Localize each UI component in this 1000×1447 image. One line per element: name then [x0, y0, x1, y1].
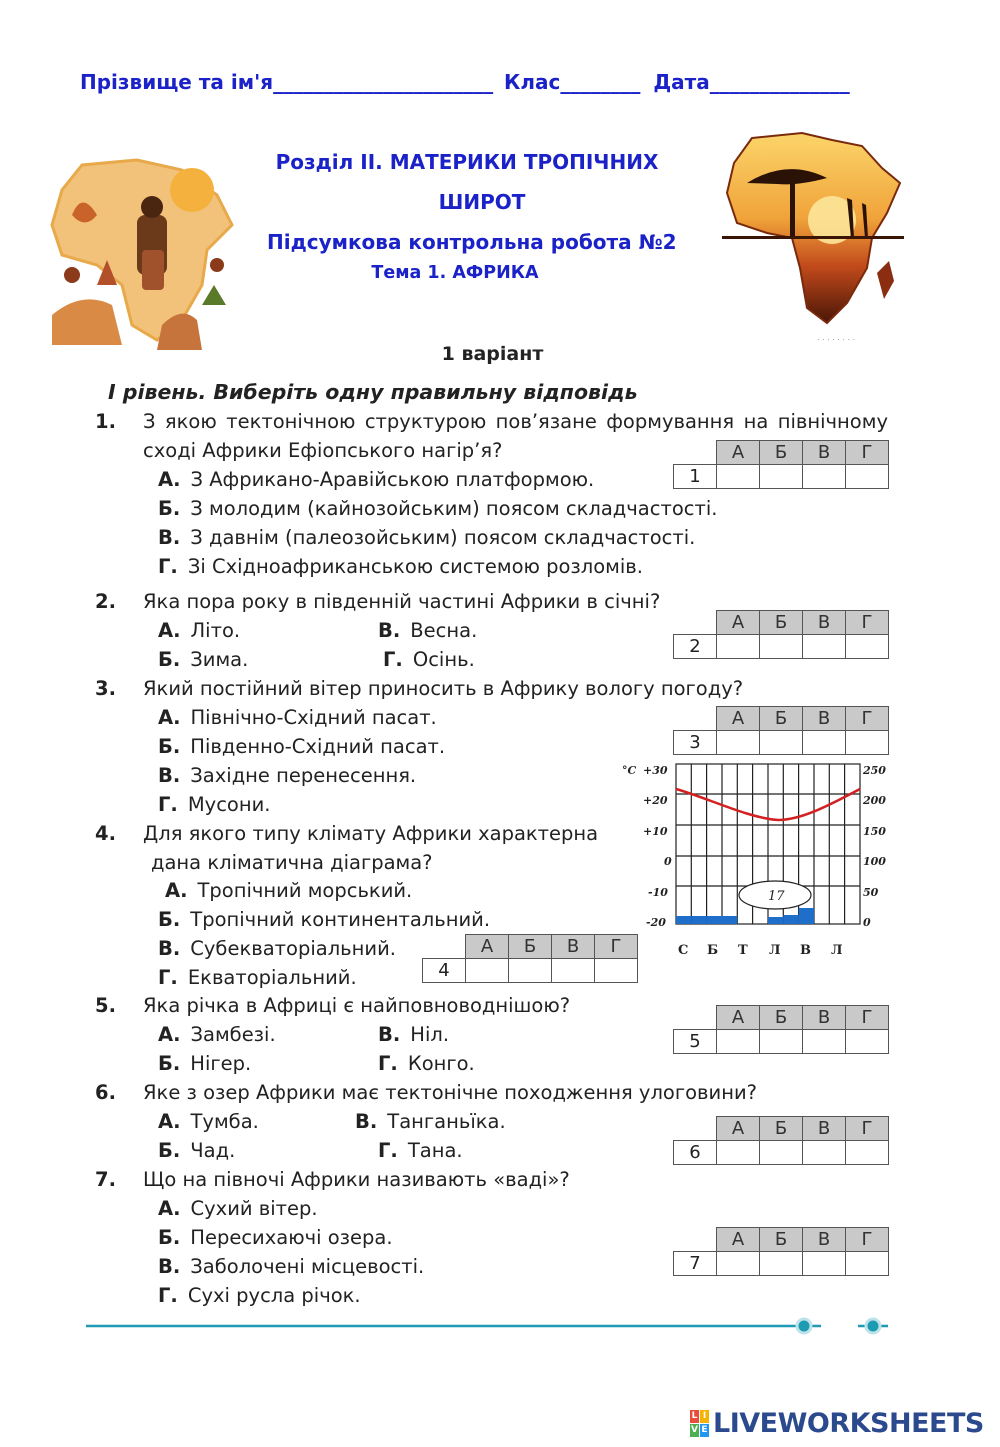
precip-total-label: 17 [768, 889, 785, 904]
question-number: 1. [95, 410, 116, 433]
question-7-text: Що на півночі Африки називають «ваді»? [143, 1168, 570, 1191]
class-line[interactable]: ________ [560, 70, 641, 94]
q6-option-b[interactable]: Б. Чад. [158, 1139, 236, 1162]
answer-cell-b[interactable] [760, 465, 803, 489]
answer-cell-c[interactable] [803, 465, 846, 489]
topic-title: Тема 1. АФРИКА [371, 263, 539, 283]
precip-tick: 250 [863, 764, 886, 777]
temp-tick: +30 [643, 764, 668, 777]
question-4-text-line2: дана кліматична діаграма? [151, 851, 433, 874]
precip-bar-aug [783, 915, 798, 924]
answer-cell-c[interactable] [803, 731, 846, 755]
temp-tick: 0 [664, 855, 672, 868]
temp-tick: -20 [646, 916, 666, 929]
africa-tribal-illustration [42, 155, 247, 355]
q6-option-d[interactable]: Г. Тана. [378, 1139, 463, 1162]
watermark-text: LIVEWORKSHEETS [713, 1407, 984, 1439]
q4-option-b[interactable]: Б. Тропічний континентальний. [158, 908, 491, 931]
question-3-text: Який постійний вітер приносить в Африку вологу погоду? [143, 677, 744, 700]
q3-option-b[interactable]: Б. Південно-Східний пасат. [158, 735, 446, 758]
question-number: 2. [95, 590, 116, 613]
precip-bar-jul [768, 917, 783, 924]
answer-cell-d[interactable] [595, 959, 638, 983]
q7-option-b[interactable]: Б. Пересихаючі озера. [158, 1226, 393, 1249]
q2-option-d[interactable]: Г. Осінь. [383, 648, 475, 671]
question-number: 5. [95, 994, 116, 1017]
answer-cell-a[interactable] [717, 1252, 760, 1276]
q5-option-a[interactable]: А. Замбезі. [158, 1023, 276, 1046]
q1-option-b[interactable]: Б. З молодим (кайнозойським) поясом складчастості. [158, 497, 718, 520]
footer-dot-icon [866, 1319, 880, 1333]
work-title: Підсумкова контрольна робота №2 [267, 230, 677, 254]
month-label: Б [707, 943, 719, 958]
name-field-row [80, 70, 850, 94]
precip-tick: 50 [863, 886, 879, 899]
q5-option-c[interactable]: В. Ніл. [378, 1023, 450, 1046]
answer-cell-d[interactable] [846, 635, 889, 659]
precip-bar-apr [722, 916, 737, 924]
answer-cell-b[interactable] [760, 1252, 803, 1276]
question-2-text: Яка пора року в південній частині Африки в січні? [143, 590, 661, 613]
q5-option-d[interactable]: Г. Конго. [378, 1052, 475, 1075]
q3-option-a[interactable]: А. Північно-Східний пасат. [158, 706, 437, 729]
answer-cell-c[interactable] [552, 959, 595, 983]
variant-title: 1 варіант [441, 343, 544, 365]
answer-grid-q2: А Б В Г 2 [673, 610, 889, 659]
precip-bar-sep [799, 908, 814, 924]
level-instruction: І рівень. Виберіть одну правильну відповідь [108, 380, 638, 404]
question-5-text: Яка річка в Африці є найповноводнішою? [143, 994, 571, 1017]
answer-cell-a[interactable] [717, 731, 760, 755]
precip-bar-jan [676, 916, 691, 924]
question-6-text: Яке з озер Африки має тектонічне походження улоговини? [143, 1081, 757, 1104]
answer-cell-a[interactable] [466, 959, 509, 983]
answer-cell-b[interactable] [760, 731, 803, 755]
liveworksheets-logo-icon: L I V E [691, 1410, 708, 1435]
question-1-text-line1: З якою тектонічною структурою пов’язане формування на північному [143, 410, 888, 433]
precip-bar-mar [707, 916, 722, 924]
answer-cell-d[interactable] [846, 1141, 889, 1165]
month-label: С [678, 943, 689, 958]
q1-option-c[interactable]: В. З давнім (палеозойським) поясом складчастості. [158, 526, 696, 549]
answer-cell-a[interactable] [717, 635, 760, 659]
answer-cell-a[interactable] [717, 465, 760, 489]
q7-option-d[interactable]: Г. Сухі русла річок. [158, 1284, 361, 1307]
answer-cell-b[interactable] [760, 1141, 803, 1165]
month-label: В [800, 943, 811, 958]
q7-option-a[interactable]: А. Сухий вітер. [158, 1197, 318, 1220]
temp-unit-label: °C [622, 764, 637, 777]
q7-option-c[interactable]: В. Заболочені місцевості. [158, 1255, 425, 1278]
answer-grid-q4: А Б В Г 4 [422, 934, 638, 983]
surname-label: Прізвище та ім'я [80, 70, 274, 94]
q1-option-a[interactable]: А. З Африкано-Аравійською платформою. [158, 468, 595, 491]
answer-cell-d[interactable] [846, 465, 889, 489]
answer-cell-a[interactable] [717, 1030, 760, 1054]
answer-grid-q7: А Б В Г 7 [673, 1227, 889, 1276]
q2-option-c[interactable]: В. Весна. [378, 619, 478, 642]
answer-cell-a[interactable] [717, 1141, 760, 1165]
precip-tick: 100 [863, 855, 886, 868]
q6-option-c[interactable]: В. Танганьїка. [355, 1110, 506, 1133]
question-number: 7. [95, 1168, 116, 1191]
question-1 [95, 410, 116, 433]
answer-grid-q1: А Б В Г 1 [673, 440, 889, 489]
class-label: Клас [504, 70, 561, 94]
precip-tick: 150 [863, 825, 886, 838]
month-label: Т [738, 943, 748, 958]
answer-cell-c[interactable] [803, 1252, 846, 1276]
date-line[interactable]: ______________ [709, 70, 850, 94]
liveworksheets-watermark[interactable] [690, 1407, 984, 1439]
question-number: 6. [95, 1081, 116, 1104]
section-title-line1: Розділ ІІ. МАТЕРИКИ ТРОПІЧНИХ [275, 150, 659, 174]
temp-tick: +20 [643, 794, 668, 807]
q2-option-b[interactable]: Б. Зима. [158, 648, 249, 671]
answer-cell-b[interactable] [760, 1030, 803, 1054]
q1-option-d[interactable]: Г. Зі Східноафриканською системою розломів. [158, 555, 643, 578]
temp-tick: -10 [648, 886, 668, 899]
q5-option-b[interactable]: Б. Нігер. [158, 1052, 252, 1075]
africa-sunset-map [722, 128, 904, 346]
answer-cell-c[interactable] [803, 1030, 846, 1054]
answer-cell-c[interactable] [803, 1141, 846, 1165]
precip-tick: 200 [863, 794, 886, 807]
footer-dot-icon [797, 1319, 811, 1333]
section-title-line2: ШИРОТ [438, 190, 526, 214]
answer-grid-q5: А Б В Г 5 [673, 1005, 889, 1054]
q3-option-c[interactable]: В. Західне перенесення. [158, 764, 417, 787]
q4-option-d[interactable]: Г. Екваторіальний. [158, 966, 357, 989]
q4-option-a[interactable]: А. Тропічний морський. [165, 879, 413, 902]
footer-divider [86, 1315, 896, 1337]
answer-cell-b[interactable] [509, 959, 552, 983]
precip-tick: 0 [863, 916, 871, 929]
question-4-text-line1: Для якого типу клімату Африки характерна [143, 822, 599, 845]
question-1-text-line2: сході Африки Ефіопського нагір’я? [143, 439, 503, 462]
answer-cell-d[interactable] [846, 1030, 889, 1054]
answer-grid-q6: А Б В Г 6 [673, 1116, 889, 1165]
q4-option-c[interactable]: В. Субекваторіальний. [158, 937, 396, 960]
temp-tick: +10 [643, 825, 668, 838]
q3-option-d[interactable]: Г. Мусони. [158, 793, 271, 816]
precip-bar-feb [691, 916, 706, 924]
precipitation-bars [676, 908, 814, 924]
answer-grid-q3: А Б В Г 3 [673, 706, 889, 755]
question-number: 3. [95, 677, 116, 700]
date-label: Дата [653, 70, 710, 94]
svg-text:. . . . . . . .: . . . . . . . . [817, 333, 856, 342]
answer-cell-d[interactable] [846, 1252, 889, 1276]
month-label: Л [831, 943, 843, 958]
climate-diagram [618, 758, 890, 958]
answer-cell-b[interactable] [760, 635, 803, 659]
surname-line[interactable]: ______________________ [273, 70, 494, 94]
month-label: Л [769, 943, 781, 958]
q2-option-a[interactable]: А. Літо. [158, 619, 241, 642]
question-number: 4. [95, 822, 116, 845]
q6-option-a[interactable]: А. Тумба. [158, 1110, 259, 1133]
answer-cell-c[interactable] [803, 635, 846, 659]
answer-cell-d[interactable] [846, 731, 889, 755]
